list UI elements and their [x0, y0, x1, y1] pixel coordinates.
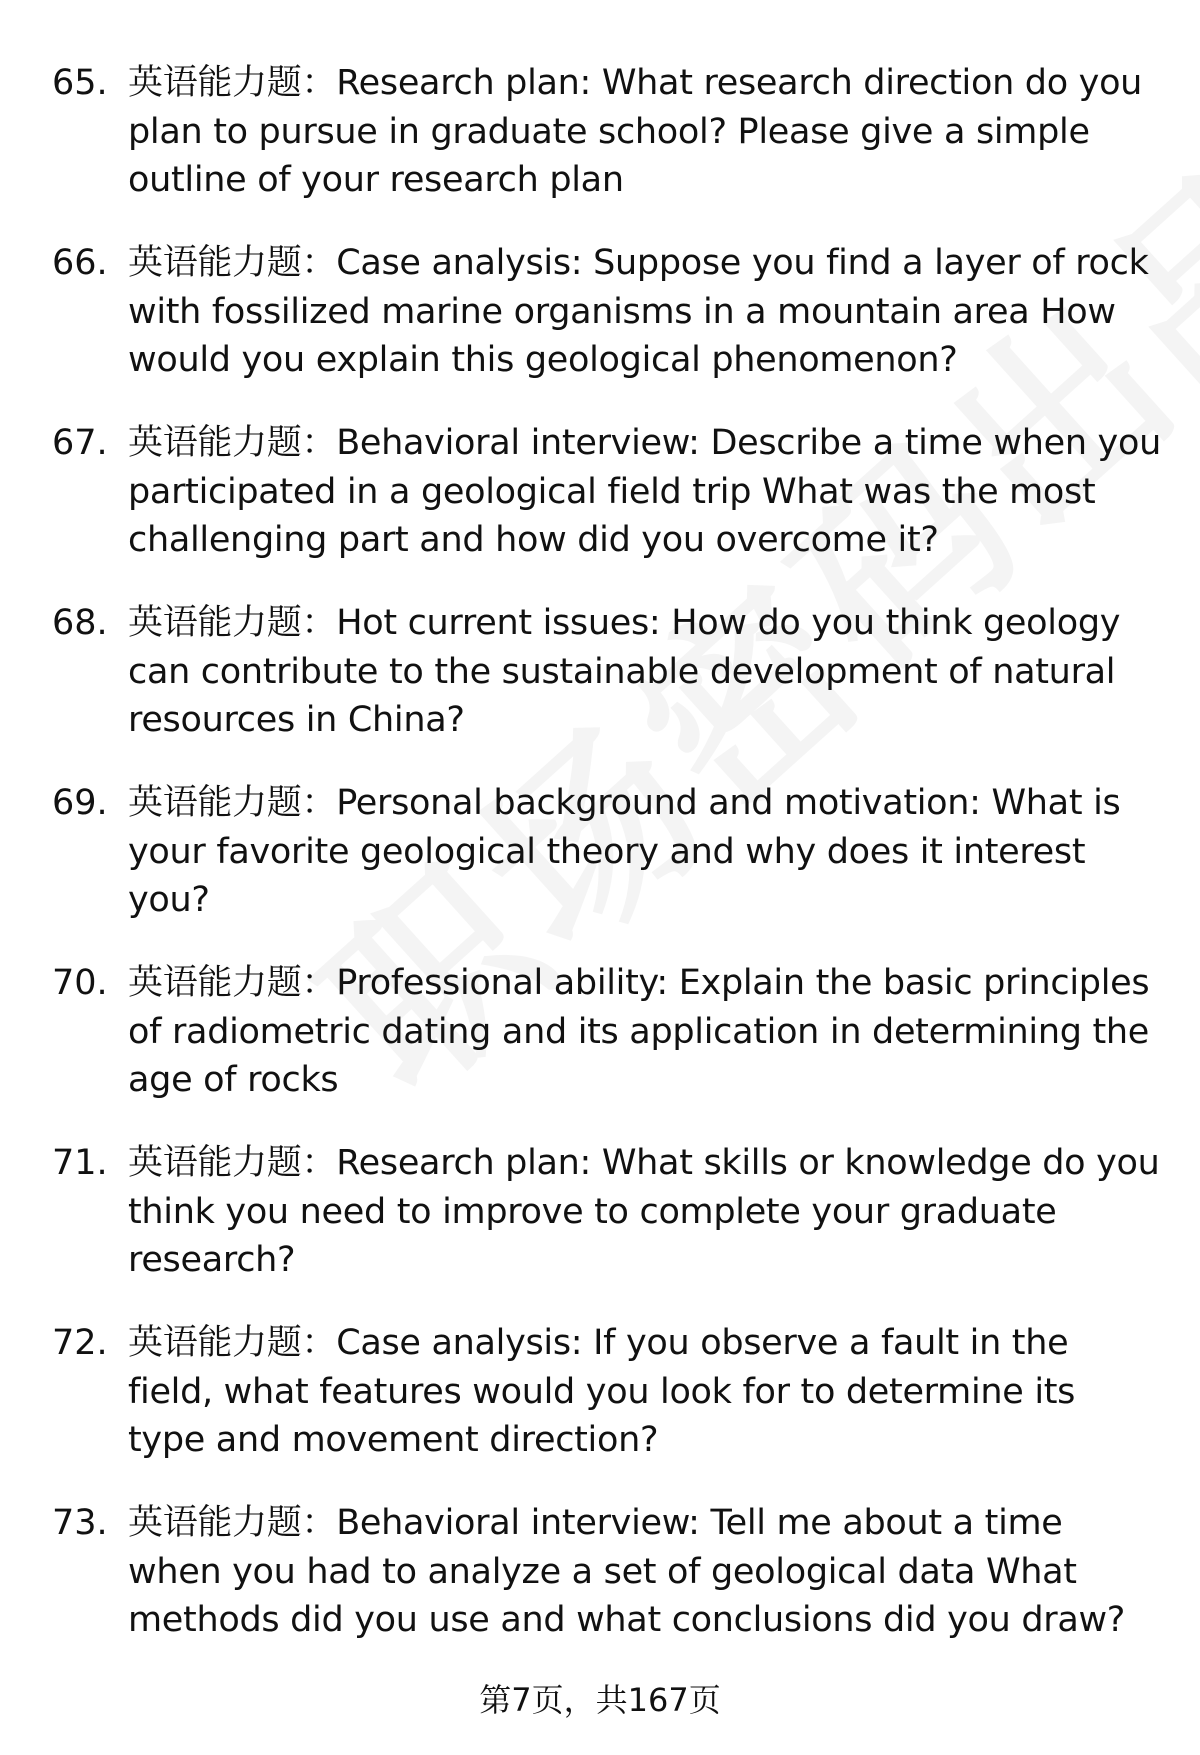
- question-body: [128, 1139, 1162, 1285]
- question-list: [52, 59, 1162, 1679]
- question-item: [52, 599, 1162, 779]
- question-category: 英语能力题：: [128, 1143, 337, 1183]
- question-body: [128, 779, 1162, 925]
- question-number: 69.: [52, 783, 108, 823]
- question-item: [52, 1319, 1162, 1499]
- question-item: [52, 1499, 1162, 1679]
- question-text: Research plan: What skills or knowledge do you think you need to improve to complete your graduate research?: [128, 1143, 1160, 1280]
- question-text: Personal background and motivation: What is your favorite geological theory and why does it interest you?: [128, 783, 1121, 920]
- question-category: 英语能力题：: [128, 423, 337, 463]
- question-item: [52, 59, 1162, 239]
- question-number: 72.: [52, 1323, 108, 1363]
- question-text: Behavioral interview: Describe a time when you participated in a geological field trip What was the most challenging part and how did you overcome it?: [128, 423, 1161, 560]
- question-body: [128, 1319, 1162, 1465]
- question-number: 73.: [52, 1503, 108, 1543]
- question-number: 71.: [52, 1143, 108, 1183]
- question-number: 66.: [52, 243, 108, 283]
- question-category: 英语能力题：: [128, 63, 337, 103]
- question-number: 70.: [52, 963, 108, 1003]
- page-footer: 第7页，共167页: [479, 1681, 721, 1719]
- question-body: [128, 239, 1162, 385]
- question-text: Professional ability: Explain the basic principles of radiometric dating and its application in determining the age of rocks: [128, 963, 1150, 1100]
- question-category: 英语能力题：: [128, 603, 337, 643]
- question-body: [128, 599, 1162, 745]
- question-text: Case analysis: Suppose you find a layer of rock with fossilized marine organisms in a mountain area How would you explain this geological phenomenon?: [128, 243, 1149, 380]
- question-text: Case analysis: If you observe a fault in the field, what features would you look for to determine its type and movement direction?: [128, 1323, 1076, 1460]
- question-number: 65.: [52, 63, 108, 103]
- question-category: 英语能力题：: [128, 1503, 337, 1543]
- question-number: 68.: [52, 603, 108, 643]
- question-body: [128, 59, 1162, 205]
- question-text: Hot current issues: How do you think geology can contribute to the sustainable development of natural resources in China?: [128, 603, 1121, 740]
- question-category: 英语能力题：: [128, 783, 337, 823]
- question-text: Behavioral interview: Tell me about a time when you had to analyze a set of geological data What methods did you use and what conclusions did you draw?: [128, 1503, 1126, 1640]
- question-item: [52, 1139, 1162, 1319]
- question-category: 英语能力题：: [128, 963, 337, 1003]
- question-item: [52, 239, 1162, 419]
- question-item: [52, 959, 1162, 1139]
- question-category: 英语能力题：: [128, 1323, 337, 1363]
- question-body: [128, 1499, 1162, 1645]
- question-number: 67.: [52, 423, 108, 463]
- question-item: [52, 419, 1162, 599]
- question-category: 英语能力题：: [128, 243, 337, 283]
- question-body: [128, 959, 1162, 1105]
- question-item: [52, 779, 1162, 959]
- question-text: Research plan: What research direction do you plan to pursue in graduate school? Please give a simple outline of your research plan: [128, 63, 1143, 200]
- question-body: [128, 419, 1162, 565]
